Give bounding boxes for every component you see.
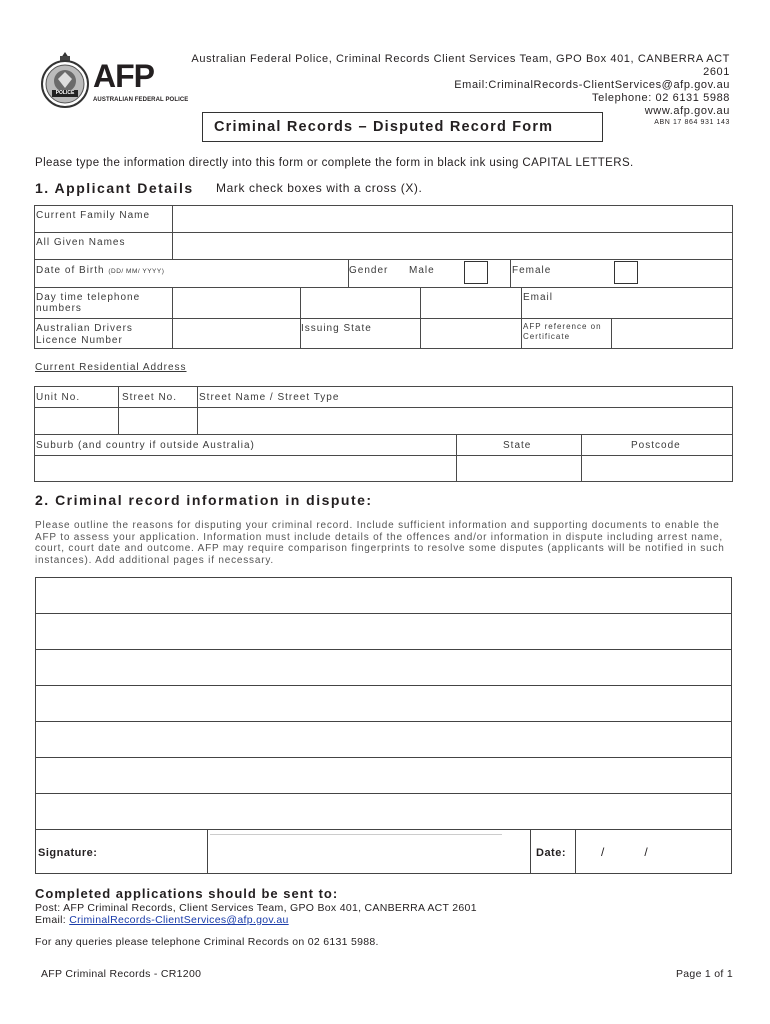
- checkbox-note: Mark check boxes with a cross (X).: [216, 181, 423, 195]
- queries-line: For any queries please telephone Criminal Records on 02 6131 5988.: [35, 936, 379, 948]
- postcode-label: Postcode: [631, 440, 681, 451]
- given-names-field[interactable]: [173, 233, 732, 259]
- postcode-field[interactable]: [582, 455, 732, 481]
- male-label: Male: [409, 265, 435, 276]
- family-name-field[interactable]: [173, 206, 732, 232]
- form-title: Criminal Records – Disputed Record Form: [214, 119, 554, 135]
- street-no-label: Street No.: [122, 392, 178, 403]
- suburb-field[interactable]: [35, 455, 456, 481]
- section1-heading: 1. Applicant Details: [35, 180, 194, 196]
- unit-field[interactable]: [35, 407, 118, 434]
- col-line: [521, 287, 522, 349]
- signature-label: Signature:: [38, 847, 98, 859]
- state-label: State: [503, 440, 532, 451]
- dispute-line-1[interactable]: [35, 613, 732, 649]
- website-line: www.afp.gov.au: [644, 105, 730, 117]
- phone-label: Day time telephone numbers: [36, 292, 141, 314]
- instructions: Please type the information directly into this form or complete the form in black ink using CAPITAL LETTERS.: [35, 157, 634, 169]
- dispute-line-4[interactable]: [35, 721, 732, 757]
- address-heading: Current Residential Address: [35, 362, 187, 373]
- street-name-label: Street Name / Street Type: [199, 392, 340, 403]
- licence-field[interactable]: [173, 319, 300, 349]
- logo-text: AFP: [93, 58, 154, 94]
- afp-ref-label: AFP reference on Certificate: [523, 322, 602, 341]
- male-checkbox[interactable]: [464, 261, 488, 284]
- address-line: Australian Federal Police, Criminal Records Client Services Team, GPO Box 401, CANBERRA ACT 2601: [191, 53, 730, 78]
- label-underline: [35, 455, 732, 456]
- email-field[interactable]: [421, 288, 521, 318]
- email-label: Email: [523, 292, 554, 303]
- dob-field[interactable]: [173, 260, 348, 287]
- email-send-line: [35, 914, 289, 926]
- phone-field-2[interactable]: [301, 288, 420, 318]
- dob-label-text: Date of Birth: [36, 265, 105, 276]
- form-title-box: [202, 112, 603, 142]
- email-link[interactable]: CriminalRecords-ClientServices@afp.gov.au: [69, 914, 289, 926]
- signature-field[interactable]: [207, 829, 531, 874]
- col-line: [510, 259, 511, 287]
- footer-form-id: AFP Criminal Records - CR1200: [41, 968, 202, 980]
- dob-format: (DD/ MM/ YYYY): [108, 268, 165, 275]
- issuing-state-field[interactable]: [421, 319, 521, 349]
- email-line: Email:CriminalRecords-ClientServices@afp.gov.au: [454, 79, 730, 91]
- date-field[interactable]: [575, 829, 732, 874]
- email-prefix: Email:: [35, 914, 70, 926]
- dob-label: [36, 265, 164, 276]
- label-underline: [35, 407, 732, 408]
- state-field[interactable]: [457, 455, 581, 481]
- post-line: Post: AFP Criminal Records, Client Services Team, GPO Box 401, CANBERRA ACT 2601: [35, 902, 477, 914]
- logo-subtitle: AUSTRALIAN FEDERAL POLICE: [93, 97, 189, 103]
- footer-page: Page 1 of 1: [675, 968, 733, 980]
- afp-ref-field[interactable]: [612, 319, 732, 349]
- row-line: [34, 259, 733, 260]
- signature-guide: [210, 834, 502, 835]
- afp-logo: [38, 50, 189, 110]
- date-label: Date:: [536, 847, 567, 859]
- suburb-label: Suburb (and country if outside Australia): [36, 440, 255, 451]
- telephone-line: Telephone: 02 6131 5988: [592, 92, 730, 104]
- female-checkbox[interactable]: [614, 261, 638, 284]
- police-seal-icon: [38, 50, 92, 110]
- dispute-line-6[interactable]: [35, 793, 732, 829]
- issuing-state-label: Issuing State: [301, 323, 372, 334]
- seal-text: POLICE: [55, 90, 75, 96]
- street-no-field[interactable]: [119, 407, 197, 434]
- street-name-field[interactable]: [198, 407, 732, 434]
- dispute-line-0[interactable]: [35, 578, 732, 613]
- dispute-line-3[interactable]: [35, 685, 732, 721]
- send-to-heading: Completed applications should be sent to:: [35, 886, 339, 901]
- section2-heading: 2. Criminal record information in dispute:: [35, 492, 373, 508]
- female-label: Female: [512, 265, 552, 276]
- dispute-line-2[interactable]: [35, 649, 732, 685]
- phone-field-1[interactable]: [173, 288, 300, 318]
- gender-label: Gender: [349, 265, 389, 276]
- family-name-label: Current Family Name: [36, 210, 151, 221]
- given-names-label: All Given Names: [36, 237, 126, 248]
- dispute-line-5[interactable]: [35, 757, 732, 793]
- row-line: [34, 434, 733, 435]
- date-separator: / /: [601, 845, 648, 859]
- licence-label: Australian Drivers Licence Number: [36, 323, 133, 346]
- section2-description: Please outline the reasons for disputing your criminal record. Include sufficient information and supporting documents to enable the AFP to assess your application. Information must include details of the offences and/or information in dispute including arrest name, court, court date and outcome. AFP may require comparison fingerprints to resolve some disputes (applicants will be notified in such instances). Add additional pages if necessary.: [35, 520, 725, 566]
- abn-line: ABN 17 864 931 143: [654, 119, 730, 126]
- unit-label: Unit No.: [36, 392, 81, 403]
